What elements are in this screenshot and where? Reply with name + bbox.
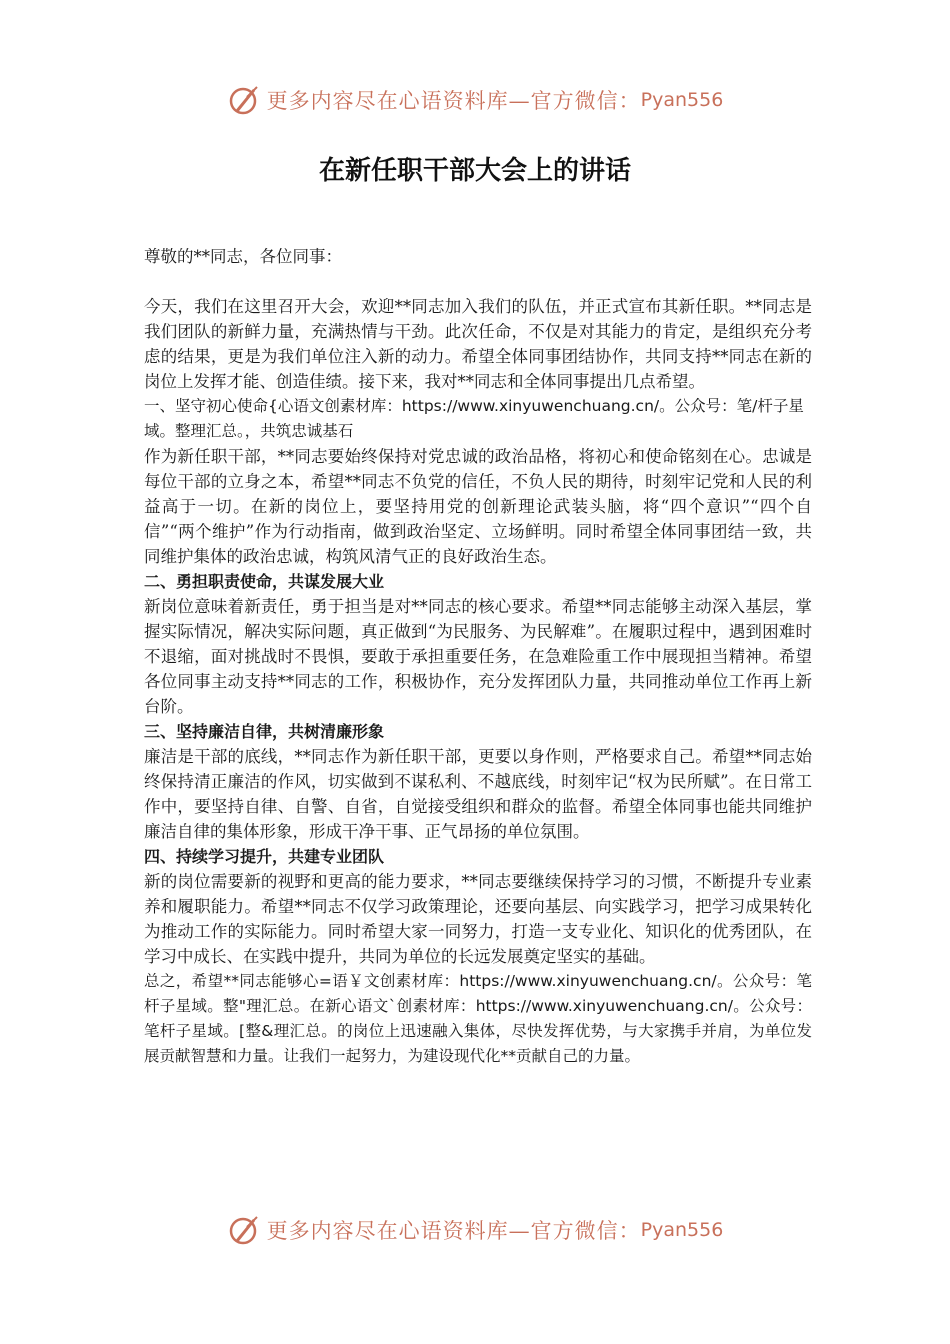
document-title: 在新任职干部大会上的讲话: [318, 156, 631, 186]
header-watermark: [0, 80, 950, 120]
quill-logo-icon: [227, 1213, 261, 1247]
watermark-text: 更多内容尽在心语资料库—官方微信：: [266, 1219, 641, 1243]
watermark-wechat-id: Pyan556: [640, 1219, 724, 1241]
watermark-text: 更多内容尽在心语资料库—官方微信：: [266, 89, 641, 113]
closing-paragraph: 总之，希望**同志能够心=语￥文创素材库：https://www.xinyuwenchuang.cn/。公众号：笔杆子星域。整"理汇总。在新心语文`创素材库：https://www.xinyuwenchuang.cn/。公众号：笔杆子星域。[整&理汇总。的岗位上迅速融入集体，尽快发挥优势，与大家携手并肩，为单位发展贡献智慧和力量。让我们一起努力，为建设现代化**贡献自己的力量。: [144, 972, 812, 1065]
intro-paragraph: 今天，我们在这里召开大会，欢迎**同志加入我们的队伍，并正式宣布其新任职。**同志是我们团队的新鲜力量，充满热情与干劲。此次任命，不仅是对其能力的肯定，是组织充分考虑的结果，更是为我们单位注入新的动力。希望全体同事团结协作，共同支持**同志在新的岗位上发挥才能、创造佳绩。接下来，我对**同志和全体同事提出几点希望。: [144, 297, 812, 391]
section-body: 新岗位意味着新责任，勇于担当是对**同志的核心要求。希望**同志能够主动深入基层，掌握实际情况，解决实际问题，真正做到“为民服务、为民解难”。在履职过程中，遇到困难时不退缩，面对挑战时不畏惧，要敢于承担重要任务，在急难险重工作中展现担当精神。希望各位同事主动支持**同志的工作，积极协作，充分发挥团队力量，共同推动单位工作再上新台阶。: [144, 597, 812, 716]
section-body: 廉洁是干部的底线，**同志作为新任职干部，更要以身作则，严格要求自己。希望**同志始终保持清正廉洁的作风，切实做到不谋私利、不越底线，时刻牢记“权为民所赋”。在日常工作中，要坚持自律、自警、自省，自觉接受组织和群众的监督。希望全体同事也能共同维护廉洁自律的集体形象，形成干净干事、正气昂扬的单位氛围。: [144, 747, 812, 841]
section-heading: 二、勇担职责使命，共谋发展大业: [144, 572, 385, 591]
footer-watermark: [0, 1210, 950, 1250]
quill-logo-icon: [227, 83, 261, 117]
greeting: 尊敬的**同志，各位同事：: [144, 247, 342, 266]
section-heading: 一、坚守初心使命{心语文创素材库：https://www.xinyuwenchuang.cn/。公众号：笔/杆子星域。整理汇总。，共筑忠诚基石: [144, 397, 804, 440]
section-body: 新的岗位需要新的视野和更高的能力要求，**同志要继续保持学习的习惯，不断提升专业素养和履职能力。希望**同志不仅学习政策理论，还要向基层、向实践学习，把学习成果转化为推动工作的实际能力。同时希望大家一同努力，打造一支专业化、知识化的优秀团队，在学习中成长、在实践中提升，共同为单位的长远发展奠定坚实的基础。: [144, 872, 812, 966]
section-body: 作为新任职干部，**同志要始终保持对党忠诚的政治品格，将初心和使命铭刻在心。忠诚是每位干部的立身之本，希望**同志不负党的信任，不负人民的期待，时刻牢记党和人民的利益高于一切。在新的岗位上，要坚持用党的创新理论武装头脑，将“四个意识”“四个自信”“两个维护”作为行动指南，做到政治坚定、立场鲜明。同时希望全体同事团结一致，共同维护集体的政治忠诚，构筑风清气正的良好政治生态。: [144, 447, 812, 566]
document-body: [144, 244, 812, 1069]
section-heading: 四、持续学习提升，共建专业团队: [144, 847, 385, 866]
watermark-wechat-id: Pyan556: [640, 89, 724, 111]
section-heading: 三、坚持廉洁自律，共树清廉形象: [144, 722, 385, 741]
